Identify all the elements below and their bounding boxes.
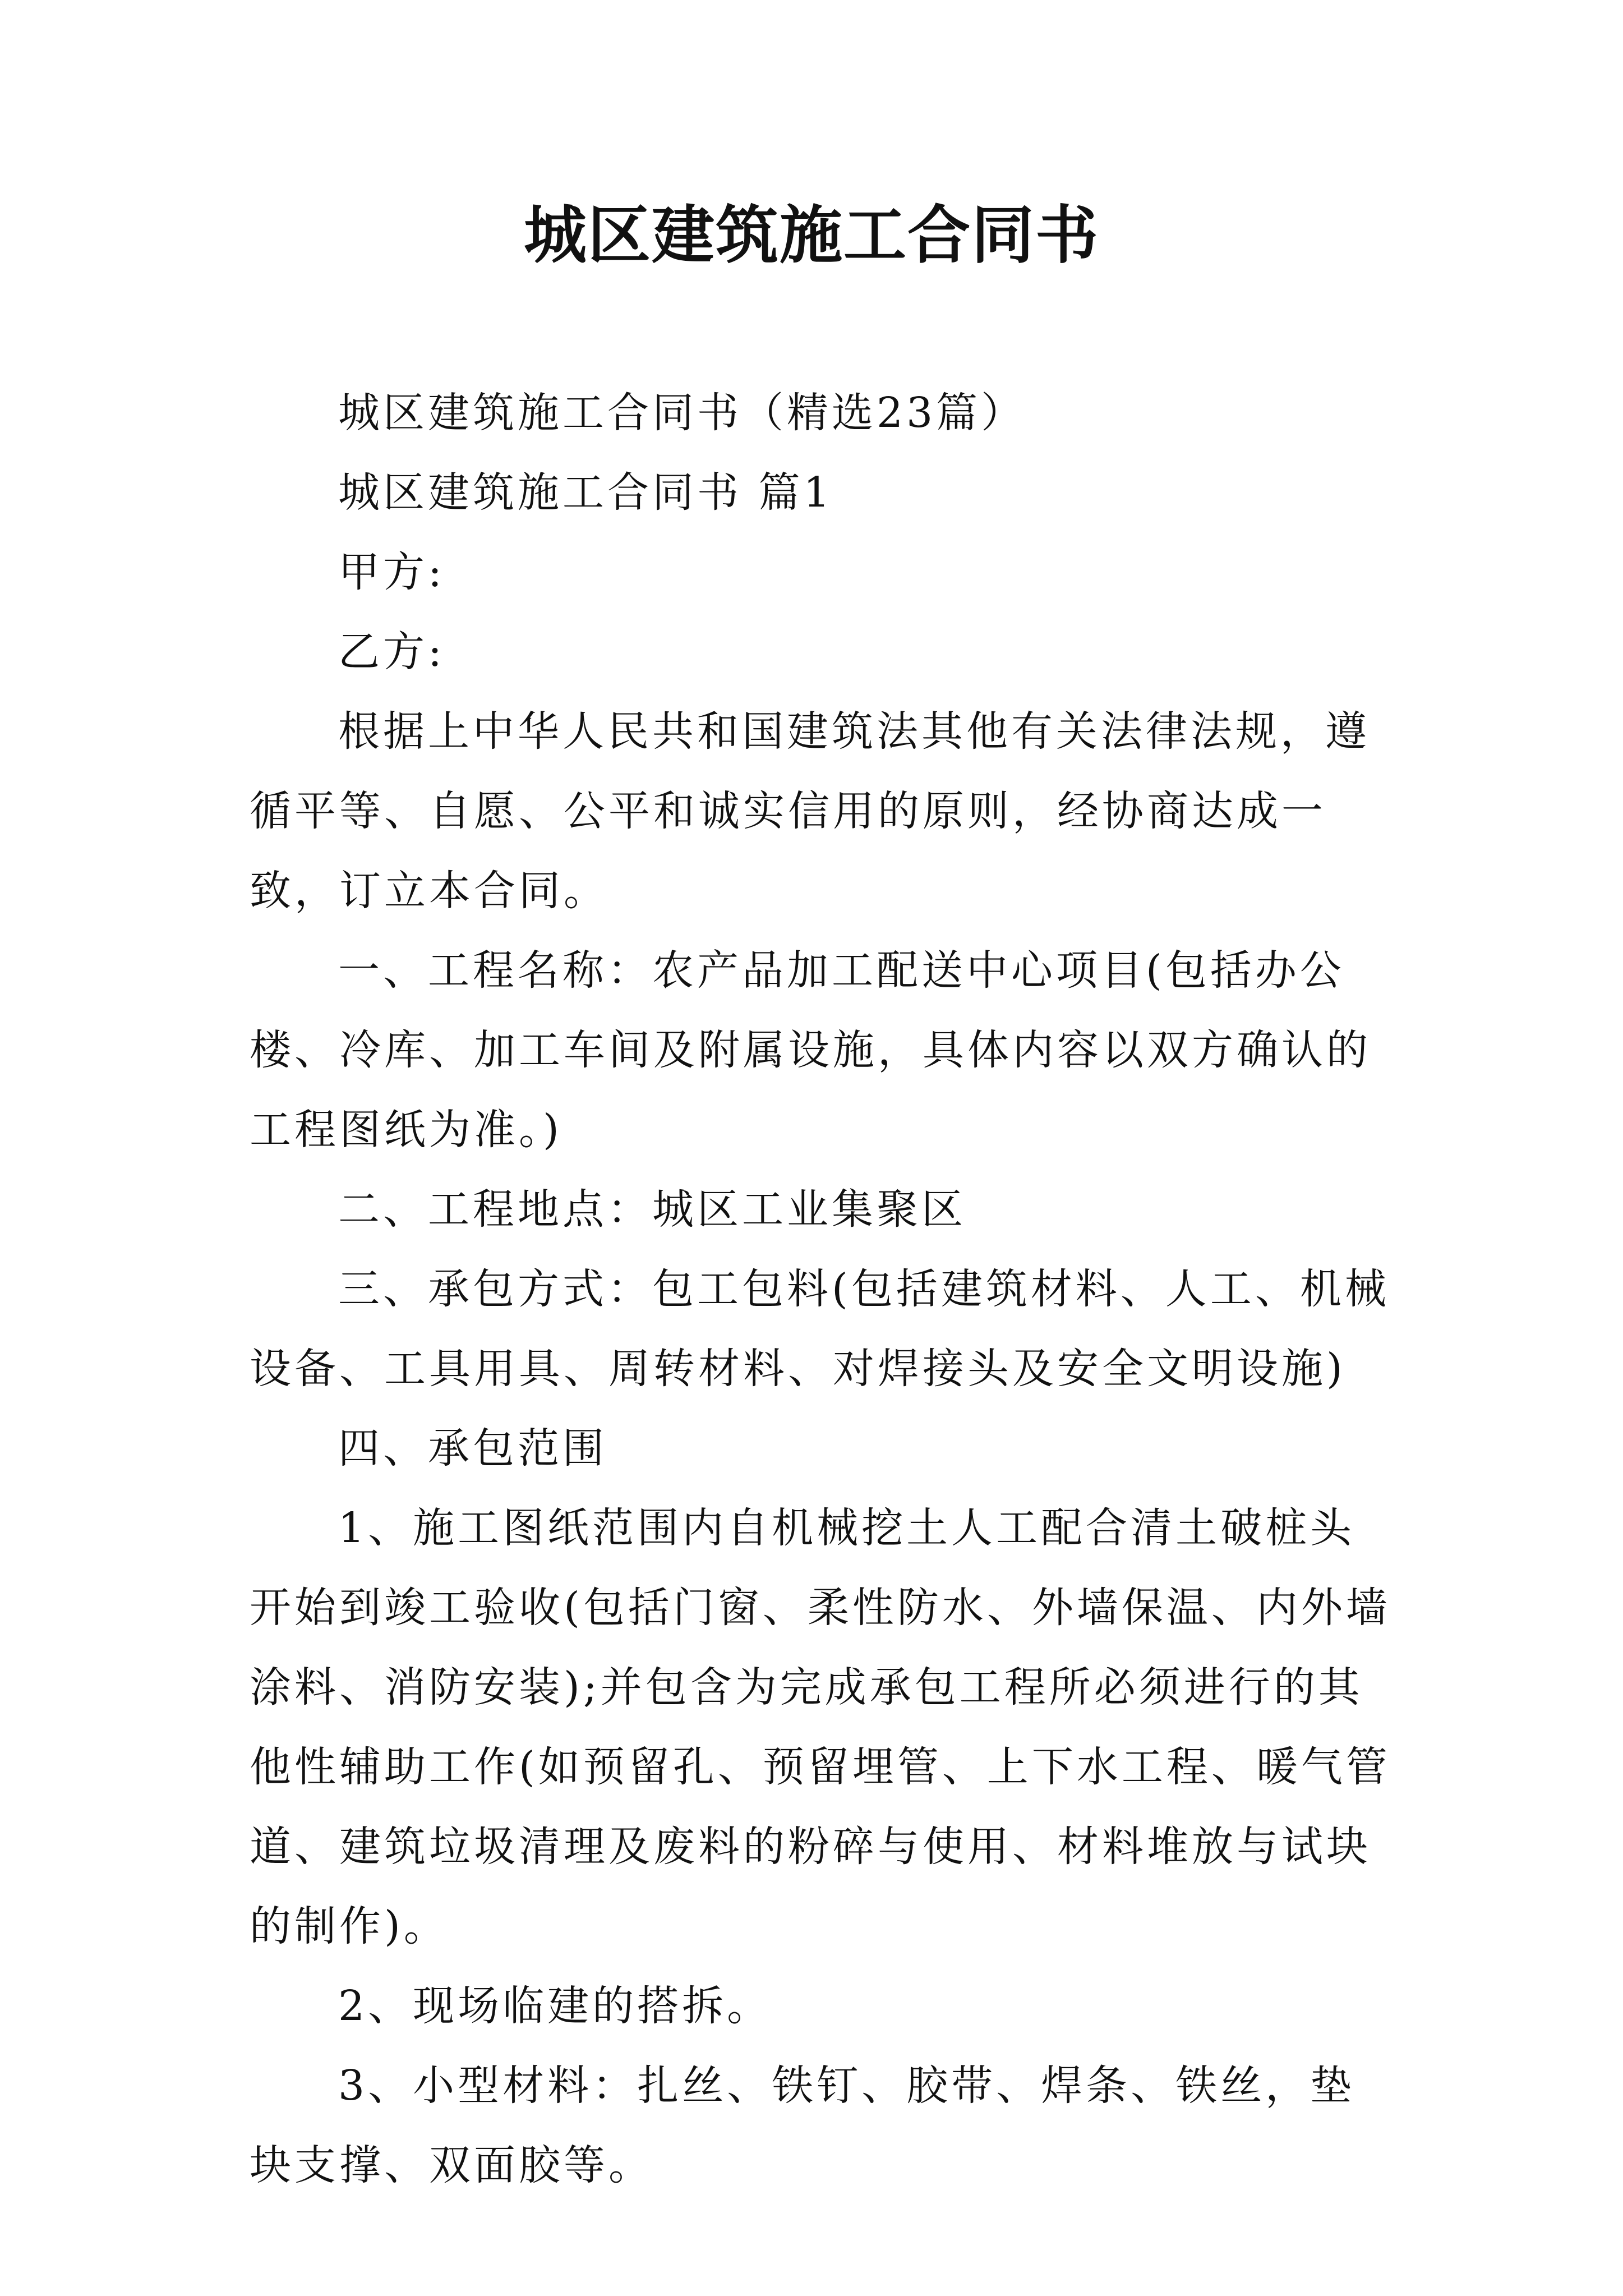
paragraph-scope-item-1: 1、施工图纸范围内自机械挖土人工配合清土破桩头开始到竣工验收(包括门窗、柔性防水、外墙保温、内外墙涂料、消防安装);并包含为完成承包工程所必须进行的其他性辅助工作(如预留孔、预留埋管、上下水工程、暖气管道、建筑垃圾清理及废料的粉碎与使用、材料堆放与试块的制作)。 <box>250 1504 1391 1950</box>
paragraph-project-location: 二、工程地点：城区工业集聚区 <box>338 1185 966 1234</box>
paragraph-scope-item-2: 2、现场临建的搭拆。 <box>338 1982 772 2030</box>
paragraph-subtitle: 城区建筑施工合同书（精选23篇） <box>338 389 1026 437</box>
paragraph-project-name: 一、工程名称：农产品加工配送中心项目(包括办公楼、冷库、加工车间及附属设施，具体内容以双方确认的工程图纸为准。) <box>250 946 1371 1154</box>
paragraph-scope-item-3: 3、小型材料：扎丝、铁钉、胶带、焊条、铁丝，垫块支撑、双面胶等。 <box>250 2062 1355 2189</box>
document-title: 城区建筑施工合同书 <box>524 199 1099 272</box>
document-body <box>250 373 1399 2205</box>
paragraph-party-a: 甲方: <box>338 548 445 596</box>
paragraph-preamble: 根据上中华人民共和国建筑法其他有关法律法规，遵循平等、自愿、公平和诚实信用的原则，经协商达成一致，订立本合同。 <box>250 707 1370 915</box>
paragraph-scope-heading: 四、承包范围 <box>338 1424 607 1473</box>
paragraph-contract-method: 三、承包方式：包工包料(包括建筑材料、人工、机械设备、工具用具、周转材料、对焊接头及安全文明设施) <box>250 1265 1390 1393</box>
paragraph-party-b: 乙方: <box>338 628 445 676</box>
paragraph-section-heading: 城区建筑施工合同书 篇1 <box>338 468 833 517</box>
